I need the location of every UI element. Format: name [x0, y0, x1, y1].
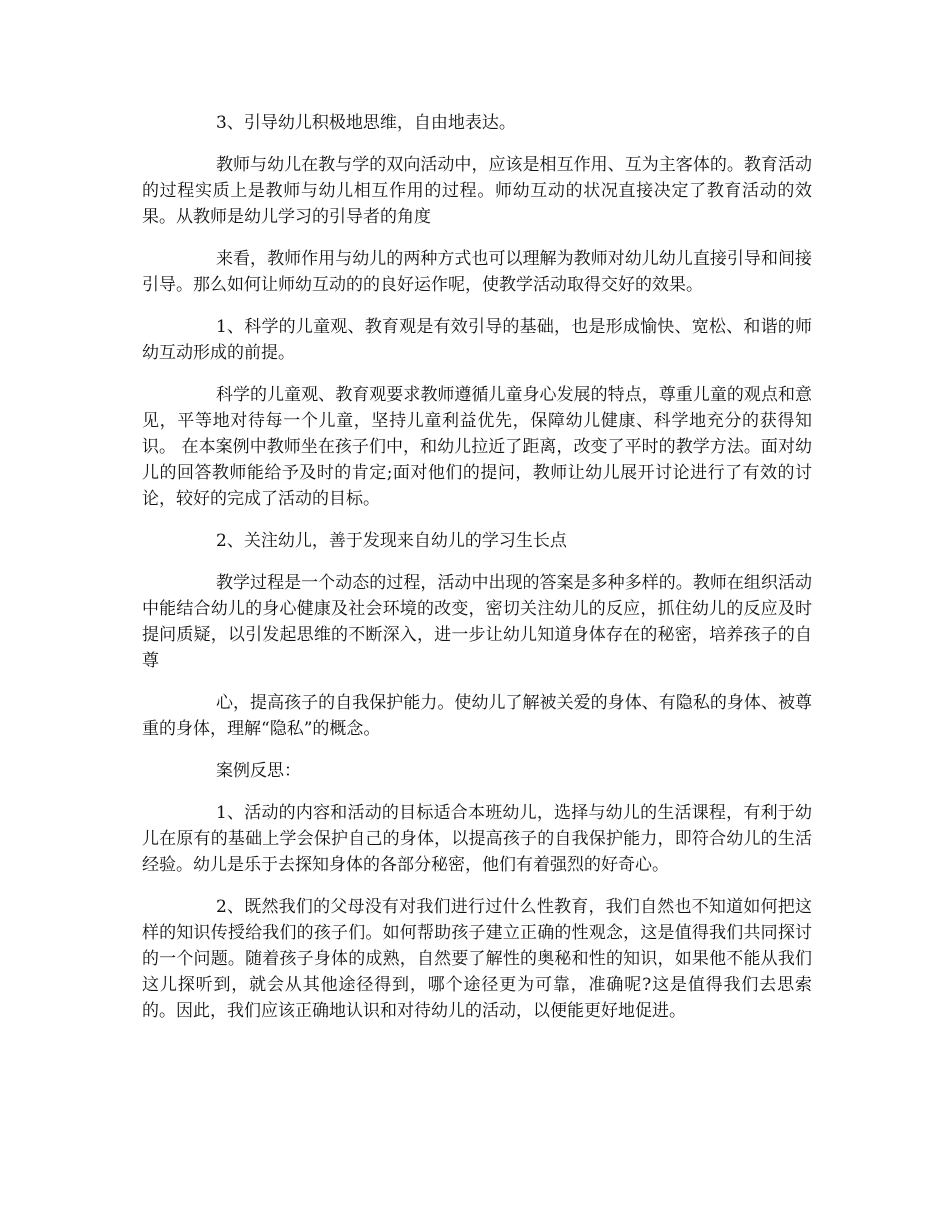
paragraph: 来看，教师作用与幼儿的两种方式也可以理解为教师对幼儿幼儿直接引导和间接引导。那么如何让师幼互动的的良好运作呢，使教学活动取得交好的效果。: [142, 249, 812, 295]
paragraph: 科学的儿童观、教育观要求教师遵循儿童身心发展的特点，尊重儿童的观点和意见，平等地对待每一个儿童，坚持儿童利益优先，保障幼儿健康、科学地充分的获得知识。 在本案例中教师坐在孩子们中，和幼儿拉近了距离，改变了平时的教学方法。面对幼儿的回答教师能给予及时的肯定;面对他们的提问，教师让幼儿展开讨论进行了有效的讨论，较好的完成了活动的目标。: [142, 385, 812, 509]
paragraph: 2、既然我们的父母没有对我们进行过什么性教育，我们自然也不知道如何把这样的知识传授给我们的孩子们。如何帮助孩子建立正确的性观念，这是值得我们共同探讨的一个问题。随着孩子身体的成熟，自然要了解性的奥秘和性的知识，如果他不能从我们这儿探听到，就会从其他途径得到，哪个途径更为可靠，准确呢?这是值得我们去思索的。因此，我们应该正确地认识和对待幼儿的活动，以便能更好地促进。: [142, 897, 812, 1021]
paragraph-heading-3: 3、引导幼儿积极地思维，自由地表达。: [216, 113, 516, 133]
document-body: [142, 110, 812, 1040]
paragraph-heading-2: 2、关注幼儿，善于发现来自幼儿的学习生长点: [216, 531, 567, 551]
paragraph: 教学过程是一个动态的过程，活动中出现的答案是多种多样的。教师在组织活动中能结合幼儿的身心健康及社会环境的改变，密切关注幼儿的反应，抓住幼儿的反应及时提问质疑，以引发起思维的不断深入，进一步让幼儿知道身体存在的秘密，培养孩子的自尊: [142, 573, 812, 671]
paragraph: 1、活动的内容和活动的目标适合本班幼儿，选择与幼儿的生活课程，有利于幼儿在原有的基础上学会保护自己的身体，以提高孩子的自我保护能力，即符合幼儿的生活经验。幼儿是乐于去探知身体的各部分秘密，他们有着强烈的好奇心。: [142, 803, 812, 875]
paragraph: 心，提高孩子的自我保护能力。使幼儿了解被关爱的身体、有隐私的身体、被尊重的身体，理解“隐私”的概念。: [142, 693, 812, 739]
paragraph: 教师与幼儿在教与学的双向活动中，应该是相互作用、互为主客体的。教育活动的过程实质上是教师与幼儿相互作用的过程。师幼互动的状况直接决定了教育活动的效果。从教师是幼儿学习的引导者的角度: [142, 155, 812, 227]
paragraph-heading-1: 1、科学的儿童观、教育观是有效引导的基础，也是形成愉快、宽松、和谐的师幼互动形成的前提。: [142, 317, 812, 363]
section-heading-reflection: 案例反思：: [216, 761, 301, 781]
